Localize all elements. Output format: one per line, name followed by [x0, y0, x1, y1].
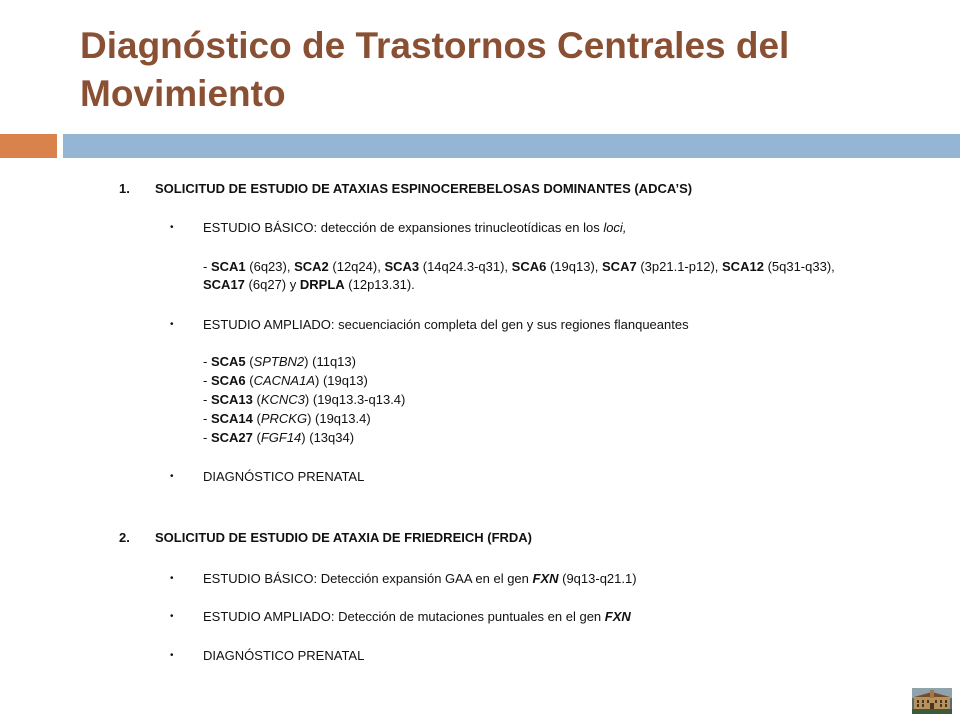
item-sca: SCA5	[210, 354, 246, 369]
s2-basic-loc: (9q13-q21.1)	[558, 571, 637, 586]
locus-gene: SCA12	[722, 259, 764, 274]
locus-conj: y	[289, 277, 297, 292]
item-gene: KCNC3	[260, 392, 305, 407]
section-2-number: 2.	[119, 530, 130, 545]
locus-gene: SCA6	[511, 259, 547, 274]
s1-extended-item: - SCA13 (KCNC3) (19q13.3-q13.4)	[203, 392, 406, 407]
item-gene: FGF14	[260, 430, 302, 445]
item-gene: PRCKG	[260, 411, 308, 426]
s2-prenatal: DIAGNÓSTICO PRENATAL	[203, 648, 365, 663]
bullet-icon: •	[170, 222, 174, 233]
s2-extended-label: ESTUDIO AMPLIADO: Detección de mutaciones puntuales en el gen	[203, 609, 605, 624]
bullet-icon: •	[170, 650, 174, 661]
s1-extended-item: - SCA27 (FGF14) (13q34)	[203, 430, 355, 445]
s2-extended-gene: FXN	[604, 609, 631, 624]
building-logo-icon	[912, 688, 952, 714]
s1-basic-label: ESTUDIO BÁSICO: detección de expansiones trinucleotídicas en los	[203, 220, 604, 235]
slide-title: Diagnóstico de Trastornos Centrales del Movimiento	[80, 25, 790, 114]
s1-basic-loci: loci,	[603, 220, 627, 235]
item-gene: SPTBN2	[253, 354, 305, 369]
s2-basic-gene: FXN	[532, 571, 559, 586]
locus-gene: SCA17	[203, 277, 245, 292]
item-loc: (11q13)	[312, 354, 356, 369]
s1-extended-item: - SCA6 (CACNA1A) (19q13)	[203, 373, 368, 388]
s1-prenatal: DIAGNÓSTICO PRENATAL	[203, 469, 365, 484]
item-sca: SCA14	[210, 411, 253, 426]
s1-extended-item: - SCA5 (SPTBN2) (11q13)	[203, 354, 356, 369]
s1-extended-item: - SCA14 (PRCKG) (19q13.4)	[203, 411, 371, 426]
locus-loc: (3p21.1-p12)	[640, 259, 715, 274]
locus-gene: DRPLA	[299, 277, 345, 292]
bullet-icon: •	[170, 319, 174, 330]
locus-gene: SCA3	[384, 259, 420, 274]
item-gene: CACNA1A	[253, 373, 316, 388]
item-sca: SCA13	[210, 392, 253, 407]
item-sca: SCA27	[210, 430, 253, 445]
locus-loc: (6q27)	[248, 277, 287, 292]
locus-loc: (12p13.31).	[348, 277, 415, 292]
locus-gene: SCA1	[210, 259, 246, 274]
section-1-heading: SOLICITUD DE ESTUDIO DE ATAXIAS ESPINOCEREBELOSAS DOMINANTES (ADCA’S)	[155, 181, 693, 196]
bullet-icon: •	[170, 611, 174, 622]
item-sca: SCA6	[210, 373, 246, 388]
item-loc: (19q13.4)	[315, 411, 371, 426]
s2-basic-label: ESTUDIO BÁSICO: Detección expansión GAA en el gen	[203, 571, 533, 586]
locus-loc: (6q23)	[249, 259, 287, 274]
section-2-heading: SOLICITUD DE ESTUDIO DE ATAXIA DE FRIEDREICH (FRDA)	[155, 530, 532, 545]
locus-loc: (14q24.3-q31)	[422, 259, 505, 274]
locus-loc: (19q13)	[549, 259, 595, 274]
locus-gene: SCA2	[294, 259, 329, 274]
s1-basic-study	[203, 219, 626, 237]
item-loc: (13q34)	[309, 430, 355, 445]
locus-gene: SCA7	[602, 259, 637, 274]
locus-loc: (5q31-q33)	[767, 259, 832, 274]
item-loc: (19q13.3-q13.4)	[312, 392, 406, 407]
locus-loc: (12q24)	[332, 259, 378, 274]
s1-loci-line-2	[203, 276, 415, 294]
s2-basic-study	[203, 570, 637, 588]
s1-loci-line-1: - SCA1 (6q23), SCA2 (12q24), SCA3 (14q24.3-q31), SCA6 (19q13), SCA7 (3p21.1-p12), SCA12 (5q31-q33),	[203, 259, 835, 274]
bullet-icon: •	[170, 471, 174, 482]
item-loc: (19q13)	[322, 373, 368, 388]
s1-extended-label: ESTUDIO AMPLIADO: secuenciación completa del gen y sus regiones flanqueantes	[203, 317, 689, 332]
section-1-number: 1.	[119, 181, 130, 196]
s2-extended-study	[203, 608, 631, 626]
bullet-icon: •	[170, 573, 174, 584]
